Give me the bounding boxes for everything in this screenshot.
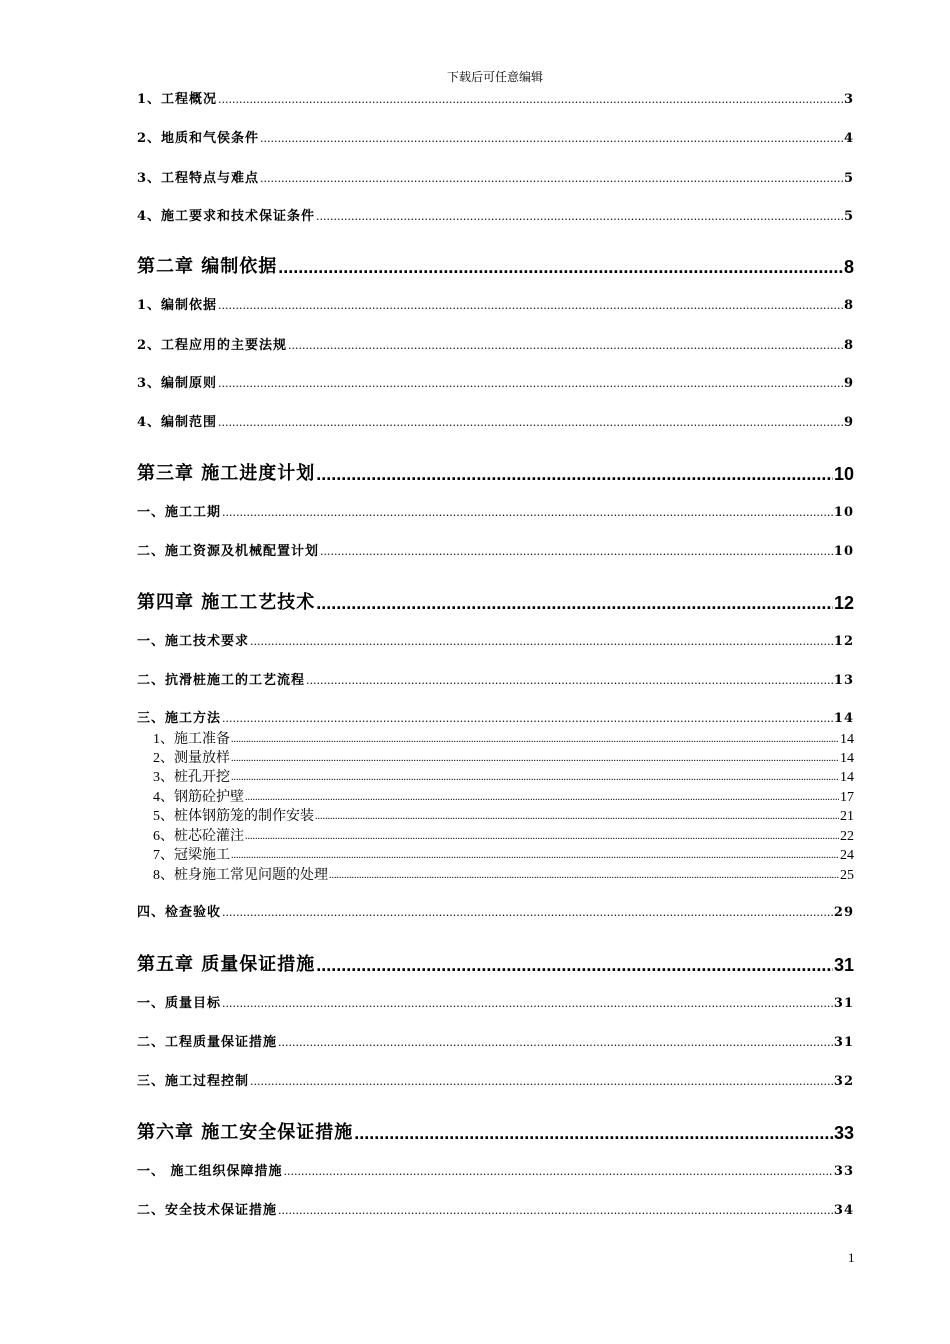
dot-leader xyxy=(260,130,843,148)
dot-leader xyxy=(278,1202,833,1220)
toc-subentry-survey-layout[interactable] xyxy=(153,749,854,768)
toc-entry-page: 24 xyxy=(840,848,854,863)
toc-chapter-page: 33 xyxy=(833,1123,854,1143)
toc-entry-project-overview[interactable] xyxy=(137,91,854,109)
dot-leader xyxy=(320,543,833,561)
page-number: 1 xyxy=(848,1250,855,1265)
dot-leader xyxy=(354,1121,833,1145)
toc-entry-compilation-scope[interactable] xyxy=(137,414,854,432)
toc-entry-page: 8 xyxy=(843,298,854,313)
toc-entry-page: 10 xyxy=(833,544,854,559)
dot-leader xyxy=(315,807,839,826)
toc-entry-page: 29 xyxy=(833,905,854,920)
toc-entry-title: 2、工程应用的主要法规 xyxy=(137,338,288,353)
dot-leader xyxy=(218,297,843,315)
toc-chapter-title: 第六章 施工安全保证措施 xyxy=(137,1122,354,1143)
toc-entry-technical-requirements[interactable] xyxy=(137,633,854,651)
dot-leader xyxy=(222,504,833,522)
toc-chapter-title: 第五章 质量保证措施 xyxy=(137,954,316,975)
toc-chapter-2[interactable] xyxy=(137,255,854,279)
toc-subentry-pile-hole-excavation[interactable] xyxy=(153,768,854,787)
toc-entry-page: 8 xyxy=(843,338,854,353)
toc-entry-page: 10 xyxy=(833,505,854,520)
toc-entry-main-regulations[interactable] xyxy=(137,337,854,355)
toc-entry-title: 一、施工技术要求 xyxy=(137,634,250,649)
toc-entry-page: 3 xyxy=(843,92,854,107)
toc-entry-compilation-principles[interactable] xyxy=(137,375,854,393)
dot-leader xyxy=(222,995,833,1013)
toc-entry-title: 3、桩孔开挖 xyxy=(153,770,230,785)
toc-entry-title: 2、测量放样 xyxy=(153,751,230,766)
toc-entry-title: 1、工程概况 xyxy=(137,92,218,107)
dot-leader xyxy=(231,749,839,768)
toc-entry-title: 4、钢筋砼护壁 xyxy=(153,790,244,805)
dot-leader xyxy=(284,1163,833,1181)
toc-entry-title: 三、施工过程控制 xyxy=(137,1074,250,1089)
toc-entry-title: 8、桩身施工常见问题的处理 xyxy=(153,868,328,883)
toc-entry-safety-technical-measures[interactable] xyxy=(137,1202,854,1220)
toc-entry-title: 6、桩芯砼灌注 xyxy=(153,829,244,844)
toc-subentry-crown-beam[interactable] xyxy=(153,846,854,865)
dot-leader xyxy=(306,672,833,690)
toc-entry-page: 9 xyxy=(843,376,854,391)
toc-entry-title: 三、施工方法 xyxy=(137,711,222,726)
toc-entry-page: 14 xyxy=(840,732,854,747)
toc-chapter-page: 31 xyxy=(833,955,854,975)
toc-entry-title: 四、检查验收 xyxy=(137,905,222,920)
dot-leader xyxy=(218,414,843,432)
toc-entry-page: 34 xyxy=(833,1203,854,1218)
toc-entry-page: 14 xyxy=(833,711,854,726)
toc-entry-title: 1、施工准备 xyxy=(153,732,230,747)
dot-leader xyxy=(218,91,843,109)
dot-leader xyxy=(231,730,839,749)
toc-entry-construction-requirements[interactable] xyxy=(137,208,854,226)
toc-entry-title: 3、工程特点与难点 xyxy=(137,171,260,186)
toc-chapter-4[interactable] xyxy=(137,591,854,615)
toc-entry-features-difficulties[interactable] xyxy=(137,170,854,188)
dot-leader xyxy=(329,866,839,885)
toc-entry-page: 33 xyxy=(833,1164,854,1179)
toc-chapter-title: 第四章 施工工艺技术 xyxy=(137,592,316,613)
toc-chapter-6[interactable] xyxy=(137,1121,854,1145)
toc-entry-page: 5 xyxy=(843,171,854,186)
dot-leader xyxy=(316,591,833,615)
toc-entry-page: 31 xyxy=(833,1035,854,1050)
toc-entry-page: 31 xyxy=(833,996,854,1011)
dot-leader xyxy=(245,827,839,846)
toc-entry-title: 二、工程质量保证措施 xyxy=(137,1035,278,1050)
toc-entry-page: 12 xyxy=(833,634,854,649)
toc-subentry-retaining-wall[interactable] xyxy=(153,788,854,807)
toc-entry-geology-climate[interactable] xyxy=(137,130,854,148)
toc-entry-title: 一、质量目标 xyxy=(137,996,222,1011)
dot-leader xyxy=(222,904,833,922)
toc-entry-title: 二、施工资源及机械配置计划 xyxy=(137,544,320,559)
toc-entry-process-control[interactable] xyxy=(137,1073,854,1091)
dot-leader xyxy=(231,846,839,865)
toc-entry-page: 22 xyxy=(840,829,854,844)
toc-chapter-3[interactable] xyxy=(137,462,854,486)
toc-entry-title: 4、编制范围 xyxy=(137,415,218,430)
toc-entry-construction-methods[interactable] xyxy=(137,710,854,728)
dot-leader xyxy=(250,633,833,651)
toc-entry-page: 25 xyxy=(840,868,854,883)
toc-entry-page: 32 xyxy=(833,1074,854,1089)
toc-entry-title: 2、地质和气侯条件 xyxy=(137,131,260,146)
dot-leader xyxy=(316,953,833,977)
toc-subentry-core-concrete[interactable] xyxy=(153,827,854,846)
toc-entry-page: 21 xyxy=(840,809,854,824)
toc-entry-organizational-safeguards[interactable] xyxy=(137,1163,854,1181)
toc-entry-page: 9 xyxy=(843,415,854,430)
toc-entry-title: 4、施工要求和技术保证条件 xyxy=(137,209,316,224)
toc-entry-page: 5 xyxy=(843,209,854,224)
toc-chapter-title: 第二章 编制依据 xyxy=(137,256,278,277)
toc-chapter-5[interactable] xyxy=(137,953,854,977)
toc-subentry-preparation[interactable] xyxy=(153,730,854,749)
toc-entry-page: 14 xyxy=(840,770,854,785)
toc-entry-quality-measures[interactable] xyxy=(137,1034,854,1052)
toc-entry-page: 13 xyxy=(833,673,854,688)
toc-entry-title: 3、编制原则 xyxy=(137,376,218,391)
toc-chapter-page: 8 xyxy=(843,257,854,277)
toc-entry-quality-goals[interactable] xyxy=(137,995,854,1013)
toc-entry-title: 5、桩体钢筋笼的制作安装 xyxy=(153,809,314,824)
toc-subentry-common-problems[interactable] xyxy=(153,866,854,885)
dot-leader xyxy=(218,375,843,393)
dot-leader xyxy=(245,788,839,807)
toc-entry-construction-period[interactable] xyxy=(137,504,854,522)
toc-entry-compilation-basis[interactable] xyxy=(137,297,854,315)
toc-chapter-page: 10 xyxy=(833,464,854,484)
dot-leader xyxy=(260,170,843,188)
toc-entry-title: 1、编制依据 xyxy=(137,298,218,313)
dot-leader xyxy=(316,208,843,226)
toc-subentry-rebar-cage[interactable] xyxy=(153,807,854,826)
toc-entry-page: 14 xyxy=(840,751,854,766)
dot-leader xyxy=(231,768,839,787)
dot-leader xyxy=(278,1034,833,1052)
dot-leader xyxy=(278,255,843,279)
dot-leader xyxy=(316,462,833,486)
toc-entry-page: 4 xyxy=(843,131,854,146)
toc-entry-title: 二、抗滑桩施工的工艺流程 xyxy=(137,673,306,688)
toc-entry-resources-machinery[interactable] xyxy=(137,543,854,561)
toc-entry-process-flow[interactable] xyxy=(137,672,854,690)
toc-entry-page: 17 xyxy=(840,790,854,805)
dot-leader xyxy=(222,710,833,728)
toc-chapter-page: 12 xyxy=(833,593,854,613)
toc-chapter-title: 第三章 施工进度计划 xyxy=(137,463,316,484)
dot-leader xyxy=(288,337,843,355)
toc-entry-title: 7、冠梁施工 xyxy=(153,848,230,863)
toc-entry-inspection-acceptance[interactable] xyxy=(137,904,854,922)
page-header: 下载后可任意编辑 xyxy=(446,70,543,84)
toc-entry-title: 二、安全技术保证措施 xyxy=(137,1203,278,1218)
toc-entry-title: 一、施工工期 xyxy=(137,505,222,520)
dot-leader xyxy=(250,1073,833,1091)
toc-entry-title: 一、 施工组织保障措施 xyxy=(137,1164,283,1179)
